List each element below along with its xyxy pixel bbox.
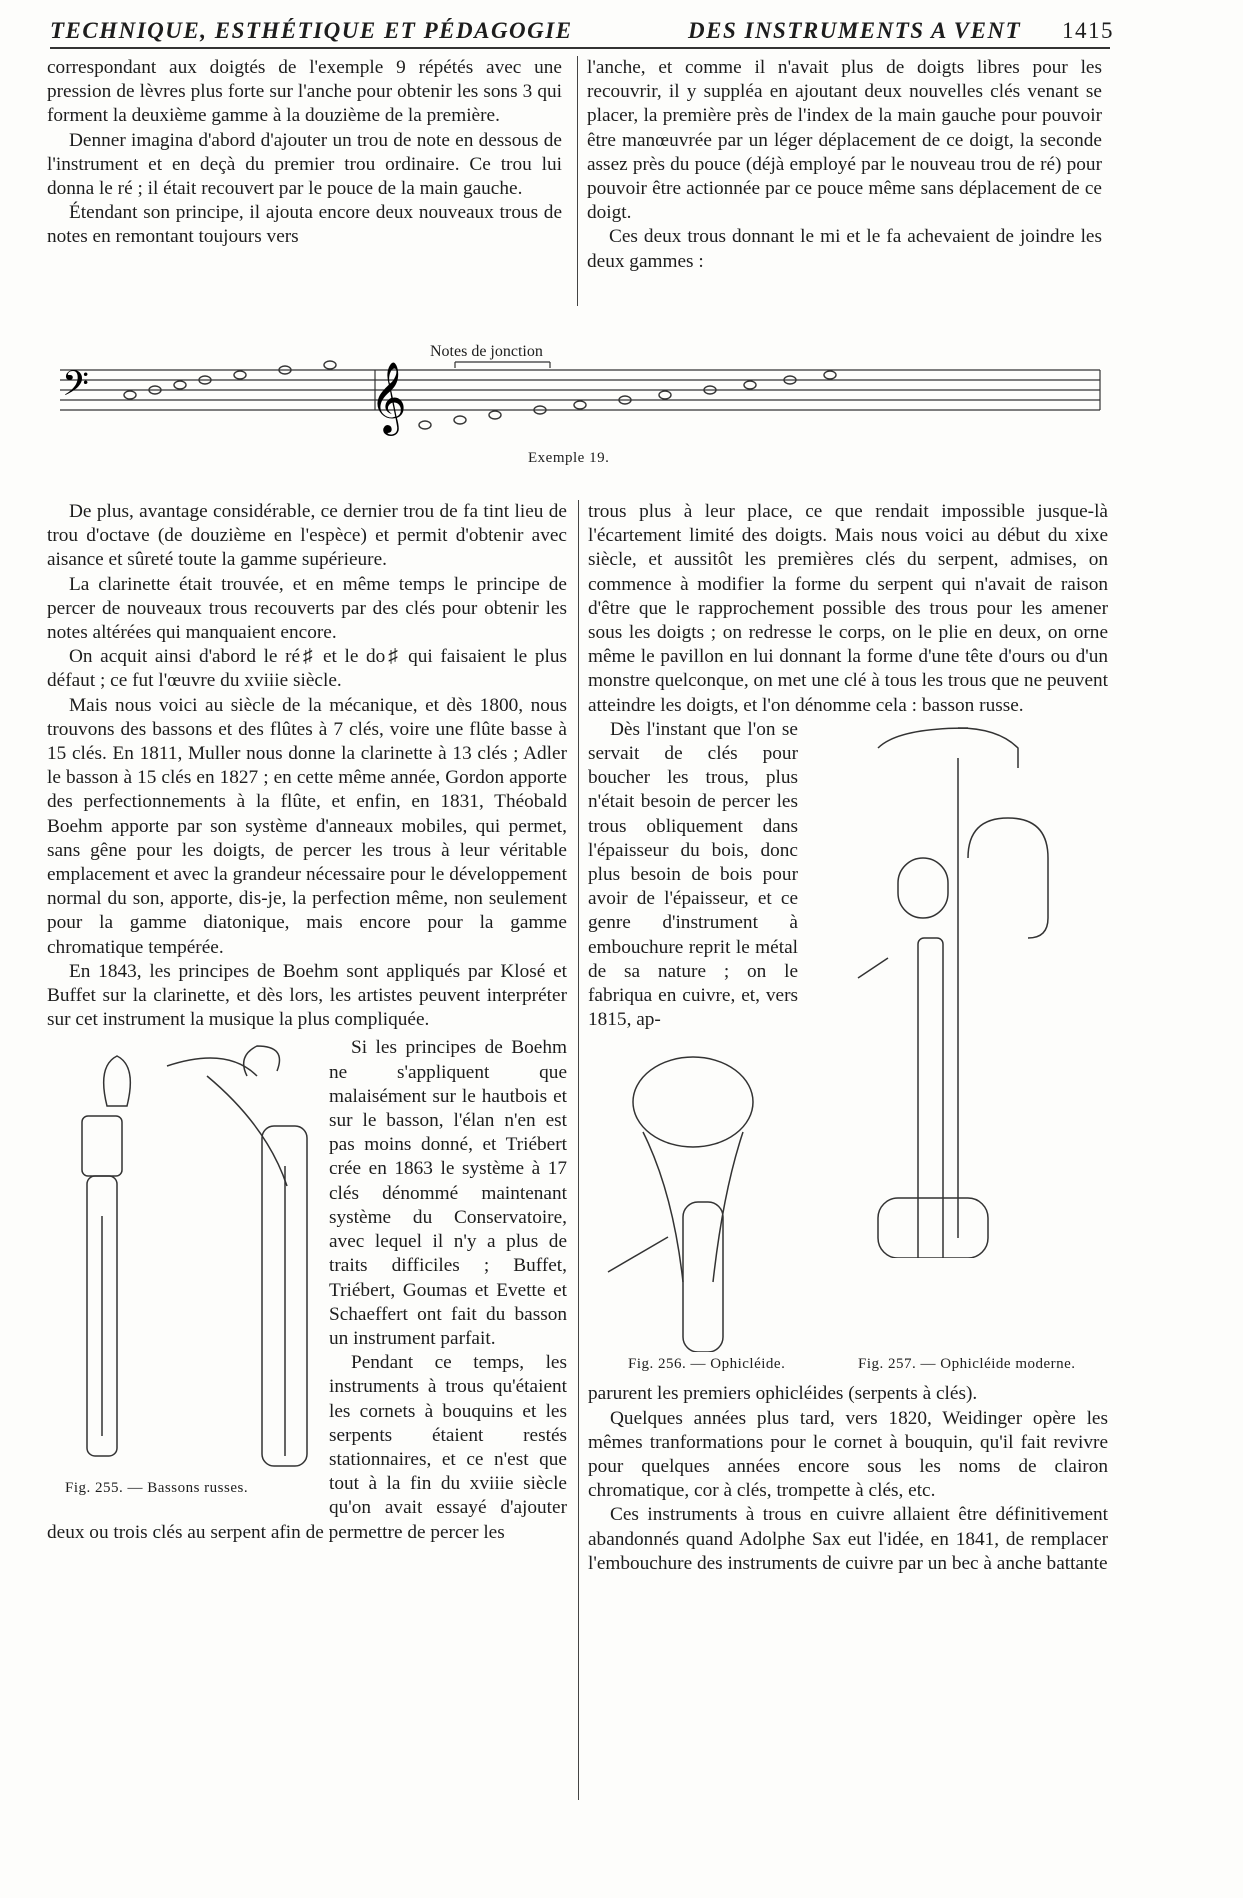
paragraph: correspondant aux doigtés de l'exemple 9 répétés avec une pression de lèvres plus forte sur l'anche pour obtenir les sons 3 qui forment la deuxième gamme à la douzième de la première. bbox=[47, 57, 562, 127]
bottom-right-column bbox=[588, 500, 1108, 1576]
bottom-left-column bbox=[47, 500, 567, 1545]
example-caption: Exemple 19. bbox=[528, 450, 610, 466]
paragraph: La clarinette était trouvée, et en même temps le principe de percer de nouveaux trous recouverts par des clés pour obtenir les notes altérées qui manquaient encore. bbox=[47, 573, 567, 644]
column-divider bbox=[577, 56, 578, 306]
paragraph: trous plus à leur place, ce que rendait impossible jusque-là l'écartement limité des doigts. Mais nous voici au début du xixe siècle, et aussitôt les premières clés du serpent, admises, on commence à modifier la forme du serpent qui n'avait de raison d'être que le rapprochement possible des trous pour les amener sous les doigts ; on redresse le corps, on le plie en deux, on orne même le pavillon en lui donnant la forme d'une tête d'ours ou d'un monstre quelconque, on met une clé à tous les trous que ne peuvent atteindre les doigts, et l'on dénomme cela : basson russe. bbox=[588, 501, 1108, 716]
music-staff bbox=[40, 340, 1110, 440]
paragraph: Ces instruments à trous en cuivre allaient être définitivement abandonnés quand Adolphe Sax eut l'idée, en 1841, de remplacer l'embouchure des instruments de cuivre par un bec à anche battante bbox=[588, 1504, 1108, 1574]
modern-ophicleide-illustration bbox=[808, 718, 1108, 1258]
paragraph: Ces deux trous donnant le mi et le fa achevaient de joindre les deux gammes : bbox=[587, 226, 1102, 272]
top-right-column bbox=[587, 56, 1102, 274]
paragraph: Quelques années plus tard, vers 1820, Weidinger opère les mêmes tranformations pour le cornet à bouquin, qu'il fait revivre pour quelques années encore sous les noms de clairon chromatique, cor à clés, trompette à clés, etc. bbox=[588, 1407, 1108, 1502]
russian-bassoons-illustration bbox=[47, 1036, 317, 1486]
top-left-column bbox=[47, 56, 562, 250]
column-divider bbox=[578, 500, 579, 1800]
paragraph: De plus, avantage considérable, ce dernier trou de fa tint lieu de trou d'octave (de douzième en l'espèce) et permit d'obtenir avec aisance et sûreté toute la gamme supérieure. bbox=[47, 501, 567, 571]
figure-257-caption: Fig. 257. — Ophicléide moderne. bbox=[858, 1356, 1076, 1373]
running-head-left: TECHNIQUE, ESTHÉTIQUE ET PÉDAGOGIE bbox=[50, 18, 573, 43]
paragraph: On acquit ainsi d'abord le ré♯ et le do♯ qui faisaient le plus défaut ; ce fut l'œuvre du xviiie siècle. bbox=[47, 646, 567, 692]
figure-255-caption: Fig. 255. — Bassons russes. bbox=[65, 1480, 249, 1497]
figure-256-caption: Fig. 256. — Ophicléide. bbox=[628, 1356, 786, 1373]
paragraph: Si les principes de Boehm ne s'appliquent que malaisément sur le hautbois et sur le basson, l'élan n'en est pas moins donné, et Triébert crée en 1863 le système à 17 clés dénommé maintenant système du Conservatoire, avec lequel il n'y a plus de traits difficiles ; Buffet, Triébert, Goumas et Evette et Schaeffert ont fait du basson un instrument parfait. bbox=[329, 1037, 567, 1349]
paragraph: En 1843, les principes de Boehm sont appliqués par Klosé et Buffet sur la clarinette, et dès lors, les artistes peuvent interpréter sur cet instrument la musique la plus compliquée. bbox=[47, 960, 567, 1031]
paragraph: Pendant ce temps, les instruments à trous qu'étaient les cornets à bouquins et les serpents étaient restés stationnaires, et ce n'est que tout à la fin du xviiie siècle qu'on avait essayé d'ajouter deux ou trois clés au serpent afin de permettre de percer les bbox=[47, 1352, 567, 1543]
paragraph: l'anche, et comme il n'avait plus de doigts libres pour les recouvrir, il y suppléa en ajoutant deux nouvelles clés venant se placer, la première près de l'index de la main gauche pour pouvoir être manœuvrée par un léger déplacement de ce doigt, la seconde assez près du pouce (déjà employé par le nouveau trou de ré) pour pouvoir être actionnée par ce pouce même sans déplacement de ce doigt. bbox=[587, 57, 1102, 224]
treble-clef-icon: 𝄞 bbox=[370, 360, 407, 433]
running-head-right: DES INSTRUMENTS A VENT bbox=[688, 18, 1022, 43]
figure-255 bbox=[47, 1036, 317, 1518]
paragraph: Étendant son principe, il ajouta encore deux nouveaux trous de notes en remontant toujours vers bbox=[47, 202, 562, 248]
header-rule bbox=[50, 47, 1110, 49]
paragraph: Mais nous voici au siècle de la mécanique, et dès 1800, nous trouvons des bassons et des flûtes à 7 clés, voire une flûte basse à 15 clés. En 1811, Muller nous donne la clarinette à 13 clés ; Adler le basson à 15 clés en 1827 ; en cette même année, Gordon apporte des perfectionnements à la flûte, et enfin, en 1831, Théobald Boehm apporte par son système d'anneaux mobiles, qui permet, sans gêne pour les doigts, de percer les trous à leur véritable emplacement et avec la grandeur nécessaire pour le développement normal du son, apporte, dis-je, la perfection même, non seulement pour la gamme diatonique, mais encore pour la gamme chromatique tempérée. bbox=[47, 694, 567, 958]
bass-clef-icon: 𝄢 bbox=[62, 363, 90, 412]
paragraph: Denner imagina d'abord d'ajouter un trou de note en dessous de l'instrument et en deçà du premier trou ordinaire. Ce trou lui donna le ré ; il était recouvert par le pouce de la main gauche. bbox=[47, 129, 562, 200]
page-number: 1415 bbox=[1062, 18, 1114, 43]
example-label: Notes de jonction bbox=[430, 343, 543, 360]
paragraph: parurent les premiers ophicléides (serpents à clés). bbox=[588, 1383, 978, 1405]
paragraph: Dès l'instant que l'on se servait de clés pour boucher les trous, plus n'était besoin de percer les trous obliquement dans l'épaisseur du bois, donc plus besoin de bois pour avoir de l'épaisseur, et ce genre d'instrument à embouchure reprit le métal de sa nature ; on le fabriqua en cuivre, et, vers 1815, ap- bbox=[588, 718, 798, 1031]
figure-257 bbox=[808, 718, 1108, 1018]
